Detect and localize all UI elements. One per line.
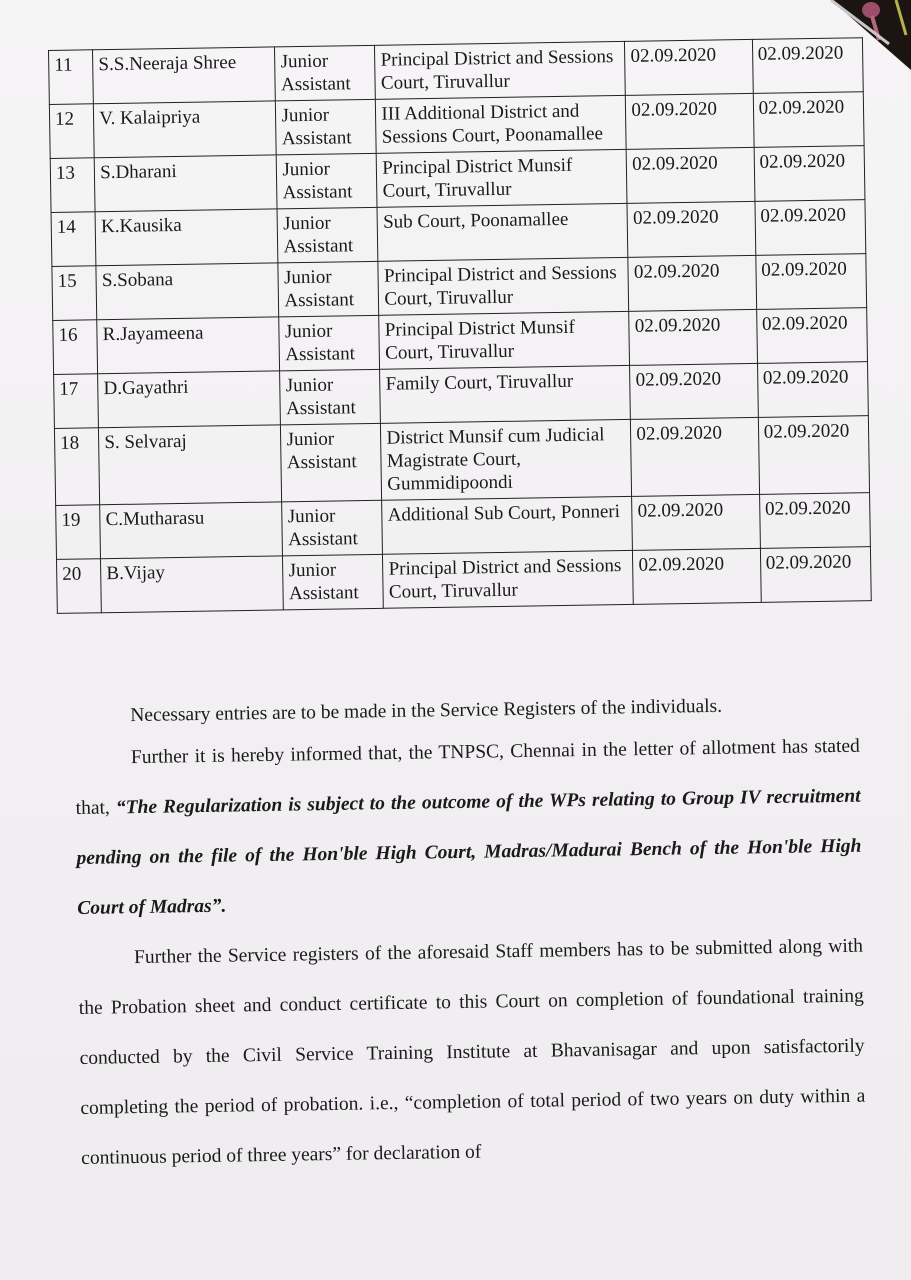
court-cell: Principal District Munsif Court, Tiruvallur [377, 149, 628, 207]
date-regularized-cell: 02.09.2020 [757, 362, 868, 418]
date-joined-cell: 02.09.2020 [627, 201, 755, 257]
date-joined-cell: 02.09.2020 [630, 363, 758, 419]
name-cell: B.Vijay [101, 556, 284, 613]
serial-number-cell: 19 [56, 505, 101, 560]
date-regularized-cell: 02.09.2020 [752, 38, 863, 94]
paragraph-service-registers: Further the Service registers of the aforesaid Staff members has to be submitted along with the Probation sheet and conduct certificate to this Court on completion of foundational training conducted by the Civil Service Training Institute at Bhavanisagar and upon satisfactorily completing the period of probation. i.e., “completion of total period of two years on duty within a continuous period of three years” for declaration of [78, 935, 866, 1169]
date-joined-cell: 02.09.2020 [626, 93, 754, 149]
court-cell: Principal District and Sessions Court, Tiruvallur [383, 550, 634, 608]
court-cell: III Additional District and Sessions Court, Poonamallee [376, 95, 627, 153]
serial-number-cell: 14 [51, 212, 96, 267]
court-cell: Additional Sub Court, Ponneri [382, 496, 633, 554]
designation-cell: Junior Assistant [279, 315, 380, 371]
serial-number-cell: 15 [52, 266, 97, 321]
table-row [57, 547, 872, 614]
date-regularized-cell: 02.09.2020 [754, 146, 865, 202]
designation-cell: Junior Assistant [277, 153, 378, 209]
date-regularized-cell: 02.09.2020 [755, 200, 866, 256]
tnpsc-lead: Further it is hereby informed that, the TNPSC, Chennai in the letter of allotment has stated that, [75, 735, 860, 819]
name-cell: S.S.Neeraja Shree [93, 47, 276, 104]
date-regularized-cell: 02.09.2020 [759, 493, 870, 549]
date-regularized-cell: 02.09.2020 [756, 308, 867, 364]
designation-cell: Junior Assistant [278, 261, 379, 317]
court-cell: Principal District and Sessions Court, Tiruvallur [378, 257, 629, 315]
serial-number-cell: 16 [53, 320, 98, 375]
name-cell: V. Kalaipriya [94, 101, 277, 158]
court-cell: Family Court, Tiruvallur [380, 365, 631, 423]
designation-cell: Junior Assistant [283, 554, 384, 610]
date-regularized-cell: 02.09.2020 [753, 92, 864, 148]
name-cell: C.Mutharasu [100, 502, 283, 559]
designation-cell: Junior Assistant [280, 369, 381, 425]
tnpsc-quote: “The Regularization is subject to the outcome of the WPs relating to Group IV recruitment pending on the file of the Hon'ble High Court, Madras/Madurai Bench of the Hon'ble High Court of Madras”. [76, 785, 862, 919]
table-row [54, 416, 869, 506]
date-joined-cell: 02.09.2020 [625, 39, 753, 95]
court-cell: Principal District Munsif Court, Tiruvallur [379, 311, 630, 369]
name-cell: K.Kausika [95, 209, 278, 266]
date-joined-cell: 02.09.2020 [628, 255, 756, 311]
body-text [74, 688, 867, 1184]
court-cell: Sub Court, Poonamallee [377, 203, 628, 261]
staff-table [48, 37, 872, 614]
name-cell: R.Jayameena [97, 317, 280, 374]
serial-number-cell: 20 [57, 559, 102, 614]
name-cell: S.Dharani [94, 155, 277, 212]
date-joined-cell: 02.09.2020 [633, 548, 761, 604]
designation-cell: Junior Assistant [277, 207, 378, 263]
date-regularized-cell: 02.09.2020 [760, 547, 871, 603]
serial-number-cell: 12 [49, 104, 94, 159]
designation-cell: Junior Assistant [275, 45, 376, 101]
name-cell: S.Sobana [96, 263, 279, 320]
date-joined-cell: 02.09.2020 [626, 147, 754, 203]
date-regularized-cell: 02.09.2020 [756, 254, 867, 310]
designation-cell: Junior Assistant [282, 500, 383, 556]
court-cell: District Munsif cum Judicial Magistrate Court, Gummidipoondi [381, 419, 632, 500]
designation-cell: Junior Assistant [281, 423, 382, 502]
date-joined-cell: 02.09.2020 [631, 417, 760, 496]
date-joined-cell: 02.09.2020 [629, 309, 757, 365]
court-cell: Principal District and Sessions Court, Tiruvallur [375, 41, 626, 99]
serial-number-cell: 13 [50, 158, 95, 213]
paragraph-entries: Necessary entries are to be made in the Service Registers of the individuals. [130, 695, 723, 727]
serial-number-cell: 18 [54, 428, 99, 506]
paragraph-tnpsc [75, 722, 863, 934]
name-cell: S. Selvaraj [99, 425, 282, 505]
date-joined-cell: 02.09.2020 [632, 494, 760, 550]
name-cell: D.Gayathri [98, 371, 281, 428]
date-regularized-cell: 02.09.2020 [758, 416, 870, 495]
serial-number-cell: 11 [49, 50, 94, 105]
serial-number-cell: 17 [54, 374, 99, 429]
designation-cell: Junior Assistant [276, 99, 377, 155]
